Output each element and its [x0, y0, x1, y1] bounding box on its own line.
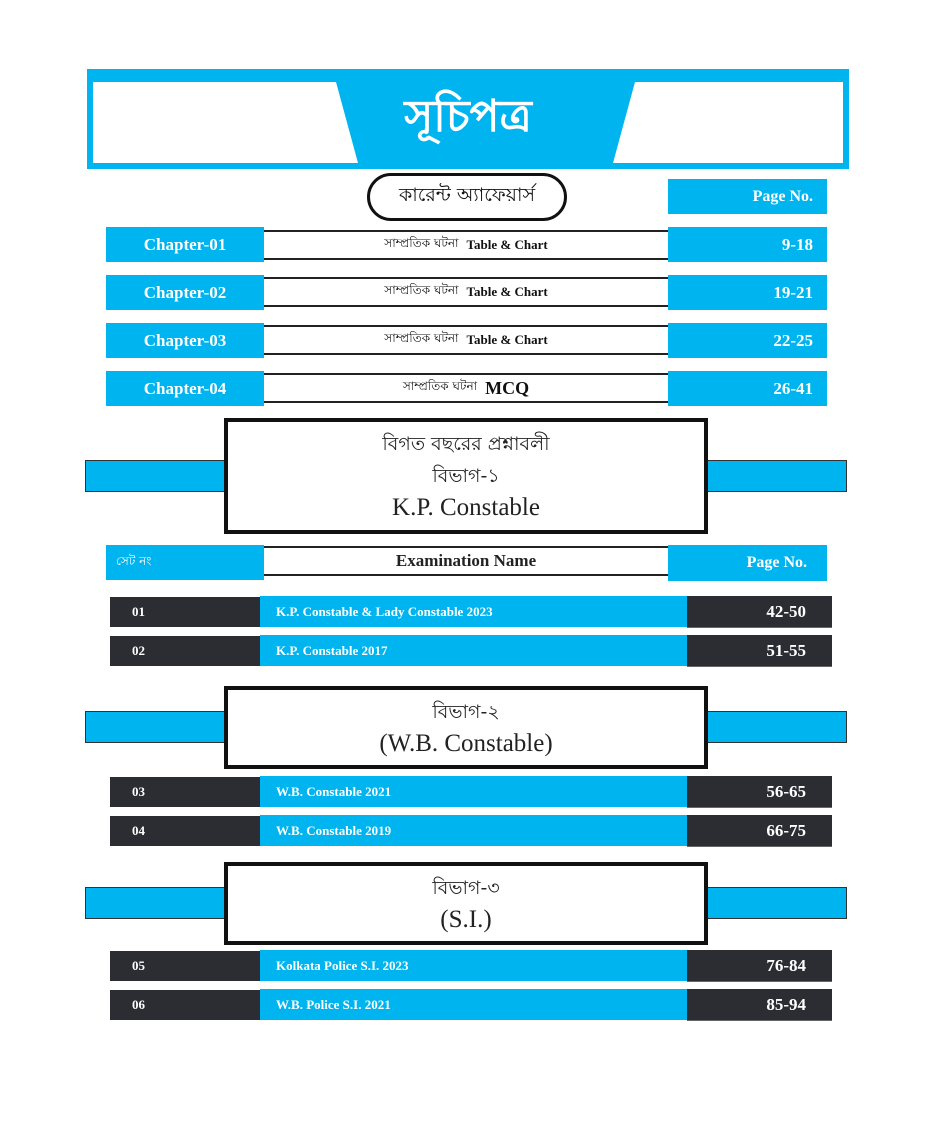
section-subtitle: বিগত বছরের প্রশ্নাবলী: [382, 433, 550, 455]
section-bar-left: [85, 887, 226, 919]
exam-name-header: Examination Name: [264, 546, 668, 576]
set-number: 02: [110, 636, 260, 666]
page-no-header: Page No.: [668, 179, 827, 214]
section-name: K.P. Constable: [392, 494, 540, 521]
exam-name[interactable]: K.P. Constable & Lady Constable 2023: [260, 596, 687, 627]
chapter-topic[interactable]: [264, 230, 668, 260]
chapter-topic-en: Table & Chart: [466, 284, 548, 299]
current-affairs-heading: কারেন্ট অ্যাফেয়ার্স: [367, 173, 567, 221]
exam-pages: 85-94: [687, 989, 832, 1021]
section-number: বিভাগ-২: [432, 700, 500, 723]
exam-pages: 76-84: [687, 950, 832, 982]
chapter-topic-en: Table & Chart: [466, 332, 548, 347]
chapter-topic[interactable]: [264, 373, 668, 403]
exam-name[interactable]: Kolkata Police S.I. 2023: [260, 950, 687, 981]
section-number: বিভাগ-৩: [432, 876, 500, 899]
section-number: বিভাগ-১: [432, 465, 500, 487]
chapter-label[interactable]: Chapter-01: [106, 227, 264, 262]
chapter-topic[interactable]: [264, 277, 668, 307]
page-no-header: Page No.: [668, 545, 827, 581]
section-bar-left: [85, 711, 226, 743]
exam-pages: 66-75: [687, 815, 832, 847]
set-number: 04: [110, 816, 260, 846]
section-bar-right: [706, 460, 847, 492]
chapter-label[interactable]: Chapter-03: [106, 323, 264, 358]
chapter-topic-en: MCQ: [485, 377, 530, 398]
section-name: (W.B. Constable): [379, 729, 553, 757]
chapter-topic[interactable]: [264, 325, 668, 355]
exam-name[interactable]: W.B. Constable 2021: [260, 776, 687, 807]
chapter-topic-bn: সাম্প্রতিক ঘটনা: [384, 331, 459, 345]
title-banner: [87, 69, 849, 169]
chapter-pages: 9-18: [668, 227, 827, 262]
chapter-label[interactable]: Chapter-02: [106, 275, 264, 310]
exam-pages: 42-50: [687, 596, 832, 628]
section-name: (S.I.): [440, 905, 492, 933]
chapter-pages: 26-41: [668, 371, 827, 406]
section-heading-2: [224, 686, 708, 769]
section-heading-1: [224, 418, 708, 534]
chapter-pages: 22-25: [668, 323, 827, 358]
chapter-topic-bn: সাম্প্রতিক ঘটনা: [384, 283, 459, 297]
exam-name[interactable]: W.B. Constable 2019: [260, 815, 687, 846]
chapter-topic-en: Table & Chart: [466, 237, 548, 252]
chapter-topic-bn: সাম্প্রতিক ঘটনা: [384, 236, 459, 250]
section-bar-right: [706, 711, 847, 743]
section-bar-right: [706, 887, 847, 919]
chapter-pages: 19-21: [668, 275, 827, 310]
exam-pages: 51-55: [687, 635, 832, 667]
page-title: সূচিপত্র: [404, 90, 532, 142]
chapter-topic-bn: সাম্প্রতিক ঘটনা: [402, 379, 478, 393]
set-number: 06: [110, 990, 260, 1020]
set-number: 03: [110, 777, 260, 807]
exam-name[interactable]: K.P. Constable 2017: [260, 635, 687, 666]
set-number: 05: [110, 951, 260, 981]
exam-pages: 56-65: [687, 776, 832, 808]
chapter-label[interactable]: Chapter-04: [106, 371, 264, 406]
set-no-header: সেট নং: [106, 545, 264, 580]
set-number: 01: [110, 597, 260, 627]
exam-name[interactable]: W.B. Police S.I. 2021: [260, 989, 687, 1020]
section-bar-left: [85, 460, 226, 492]
section-heading-3: [224, 862, 708, 945]
